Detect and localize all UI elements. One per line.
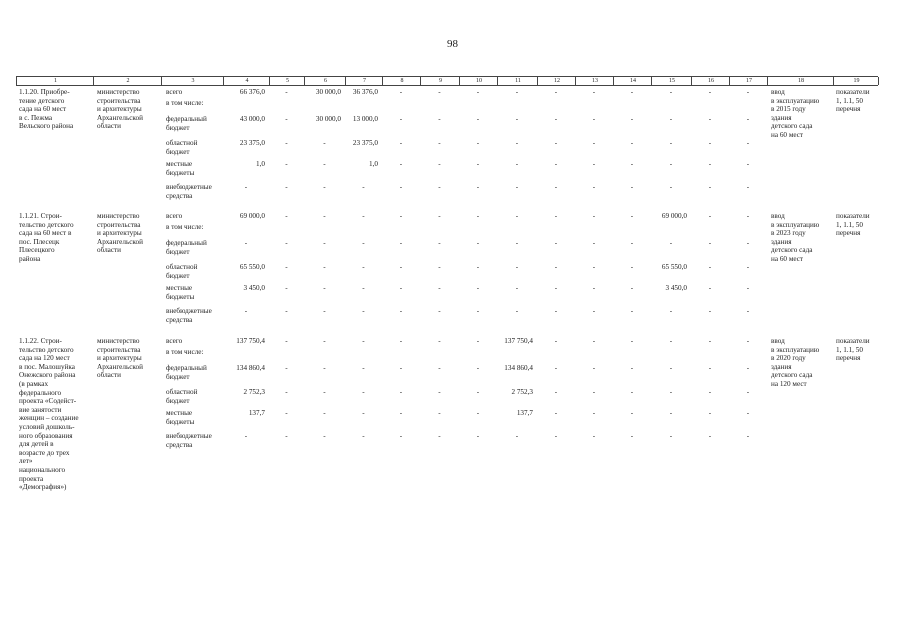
indicators: показатели 1, 1.1, 50 перечня	[836, 212, 870, 238]
amount-col-13: -	[592, 307, 596, 315]
amount-col-7: 23 375,0	[352, 139, 378, 147]
amount-col-10: -	[476, 183, 480, 191]
funding-source: в том числе:	[166, 223, 204, 231]
amount-col-14: -	[630, 284, 634, 292]
amount-col-8: -	[399, 388, 403, 396]
amount-col-8: -	[399, 88, 403, 96]
executor: министерство строительства и архитектуры Архангельской области	[97, 337, 143, 380]
amount-col-11: -	[515, 183, 519, 191]
amount-col-13: -	[592, 432, 596, 440]
amount-col-10: -	[476, 160, 480, 168]
executor: министерство строительства и архитектуры Архангельской области	[97, 88, 143, 131]
amount-col-11: 137,7	[516, 409, 533, 417]
amount-col-5: -	[285, 337, 288, 345]
amount-col-17: -	[746, 239, 750, 247]
amount-col-12: -	[554, 183, 558, 191]
amount-col-15: -	[669, 139, 673, 147]
amount-col-16: -	[708, 307, 712, 315]
amount-col-5: -	[285, 239, 288, 247]
amount-col-6: -	[323, 212, 326, 220]
amount-col-12: -	[554, 307, 558, 315]
funding-source: местные бюджеты	[166, 284, 195, 301]
amount-col-6: 30 000,0	[315, 115, 341, 123]
amount-col-5: -	[285, 139, 288, 147]
amount-col-8: -	[399, 139, 403, 147]
amount-col-12: -	[554, 337, 558, 345]
amount-col-9: -	[438, 160, 441, 168]
amount-col-8: -	[399, 160, 403, 168]
amount-col-6: -	[323, 307, 326, 315]
amount-col-13: -	[592, 337, 596, 345]
amount-col-5: -	[285, 263, 288, 271]
amount-col-9: -	[438, 284, 441, 292]
amount-col-15: -	[669, 432, 673, 440]
amount-col-16: -	[708, 160, 712, 168]
column-header-9: 9	[420, 77, 460, 85]
amount-col-15: -	[669, 160, 673, 168]
amount-col-7: 36 376,0	[352, 88, 378, 96]
amount-col-8: -	[399, 337, 403, 345]
amount-col-7: -	[362, 183, 365, 191]
amount-col-8: -	[399, 409, 403, 417]
amount-col-7: -	[362, 284, 365, 292]
funding-source: всего	[166, 337, 183, 345]
amount-col-6: -	[323, 364, 326, 372]
amount-col-13: -	[592, 88, 596, 96]
amount-col-12: -	[554, 139, 558, 147]
column-header-17: 17	[729, 77, 768, 85]
amount-col-4: 2 752,3	[243, 388, 265, 396]
amount-col-14: -	[630, 263, 634, 271]
amount-col-15: -	[669, 388, 673, 396]
column-header-3: 3	[161, 77, 224, 85]
amount-col-4: 23 375,0	[239, 139, 265, 147]
column-header-2: 2	[93, 77, 162, 85]
amount-col-9: -	[438, 115, 441, 123]
amount-col-11: -	[515, 432, 519, 440]
amount-col-10: -	[476, 432, 480, 440]
amount-col-7: -	[362, 307, 365, 315]
amount-col-13: -	[592, 212, 596, 220]
column-header-10: 10	[459, 77, 498, 85]
amount-col-8: -	[399, 284, 403, 292]
amount-col-5: -	[285, 115, 288, 123]
amount-col-12: -	[554, 263, 558, 271]
amount-col-6: -	[323, 337, 326, 345]
amount-col-17: -	[746, 284, 750, 292]
funding-source: областной бюджет	[166, 139, 198, 156]
amount-col-4: 65 550,0	[239, 263, 265, 271]
amount-col-10: -	[476, 409, 480, 417]
amount-col-17: -	[746, 432, 750, 440]
amount-col-10: -	[476, 88, 480, 96]
amount-col-14: -	[630, 239, 634, 247]
amount-col-5: -	[285, 307, 288, 315]
column-header-18: 18	[767, 77, 834, 85]
column-header-14: 14	[613, 77, 652, 85]
amount-col-6: -	[323, 139, 326, 147]
funding-source: областной бюджет	[166, 388, 198, 405]
amount-col-6: -	[323, 183, 326, 191]
amount-col-4: 134 860,4	[236, 364, 265, 372]
amount-col-5: -	[285, 409, 288, 417]
amount-col-12: -	[554, 160, 558, 168]
column-header-13: 13	[575, 77, 614, 85]
amount-col-14: -	[630, 183, 634, 191]
amount-col-17: -	[746, 307, 750, 315]
amount-col-4: 66 376,0	[239, 88, 265, 96]
amount-col-15: -	[669, 364, 673, 372]
amount-col-7: -	[362, 364, 365, 372]
amount-col-6: -	[323, 263, 326, 271]
amount-col-16: -	[708, 139, 712, 147]
amount-col-4: 69 000,0	[239, 212, 265, 220]
amount-col-4: 43 000,0	[239, 115, 265, 123]
amount-col-10: -	[476, 388, 480, 396]
amount-col-12: -	[554, 409, 558, 417]
amount-col-14: -	[630, 160, 634, 168]
indicators: показатели 1, 1.1, 50 перечня	[836, 88, 870, 114]
amount-col-14: -	[630, 388, 634, 396]
amount-col-4: -	[244, 307, 248, 315]
amount-col-8: -	[399, 183, 403, 191]
amount-col-12: -	[554, 88, 558, 96]
amount-col-16: -	[708, 409, 712, 417]
amount-col-14: -	[630, 115, 634, 123]
amount-col-10: -	[476, 263, 480, 271]
column-header-7: 7	[345, 77, 383, 85]
amount-col-16: -	[708, 364, 712, 372]
amount-col-15: -	[669, 183, 673, 191]
amount-col-9: -	[438, 409, 441, 417]
amount-col-16: -	[708, 88, 712, 96]
amount-col-4: -	[244, 432, 248, 440]
amount-col-10: -	[476, 139, 480, 147]
amount-col-13: -	[592, 364, 596, 372]
amount-col-15: 65 550,0	[661, 263, 687, 271]
amount-col-5: -	[285, 364, 288, 372]
amount-col-15: -	[669, 115, 673, 123]
amount-col-15: 69 000,0	[661, 212, 687, 220]
amount-col-9: -	[438, 388, 441, 396]
amount-col-8: -	[399, 432, 403, 440]
amount-col-17: -	[746, 263, 750, 271]
column-header-16: 16	[691, 77, 730, 85]
column-header-11: 11	[497, 77, 538, 85]
amount-col-13: -	[592, 409, 596, 417]
page-number: 98	[447, 38, 458, 50]
amount-col-11: 2 752,3	[511, 388, 533, 396]
funding-source: внебюджетные средства	[166, 432, 212, 449]
amount-col-15: -	[669, 307, 673, 315]
amount-col-8: -	[399, 212, 403, 220]
column-header-row	[16, 76, 878, 86]
amount-col-4: 3 450,0	[243, 284, 265, 292]
amount-col-7: -	[362, 388, 365, 396]
amount-col-12: -	[554, 239, 558, 247]
amount-col-10: -	[476, 364, 480, 372]
funding-source: местные бюджеты	[166, 409, 195, 426]
amount-col-11: -	[515, 284, 519, 292]
amount-col-11: -	[515, 307, 519, 315]
amount-col-4: 137 750,4	[236, 337, 265, 345]
column-header-8: 8	[382, 77, 421, 85]
amount-col-12: -	[554, 388, 558, 396]
amount-col-11: -	[515, 160, 519, 168]
amount-col-15: -	[669, 409, 673, 417]
amount-col-13: -	[592, 388, 596, 396]
amount-col-12: -	[554, 115, 558, 123]
amount-col-8: -	[399, 307, 403, 315]
amount-col-13: -	[592, 139, 596, 147]
expected-result: ввод в эксплуатацию в 2023 году здания детского сада на 60 мест	[771, 212, 820, 263]
amount-col-10: -	[476, 212, 480, 220]
amount-col-6: -	[323, 409, 326, 417]
column-header-12: 12	[537, 77, 576, 85]
amount-col-7: -	[362, 409, 365, 417]
amount-col-10: -	[476, 284, 480, 292]
funding-source: внебюджетные средства	[166, 183, 212, 200]
funding-source: в том числе:	[166, 348, 204, 356]
amount-col-10: -	[476, 307, 480, 315]
amount-col-17: -	[746, 183, 750, 191]
amount-col-4: 137,7	[248, 409, 265, 417]
amount-col-14: -	[630, 432, 634, 440]
amount-col-17: -	[746, 88, 750, 96]
column-header-1: 1	[16, 77, 94, 85]
expected-result: ввод в эксплуатацию в 2015 году здания детского сада на 60 мест	[771, 88, 820, 139]
amount-col-13: -	[592, 284, 596, 292]
amount-col-13: -	[592, 239, 596, 247]
measure-name: 1.1.22. Строи- тельство детского сада на 120 мест в пос. Малошуйка Онежского района (в рамках федерального проекта «Содейст- вие занятости женщин – создание условий дошколь- ного образования для детей в возрасте до трех лет» национального проекта «Демография»)	[19, 337, 79, 492]
amount-col-7: -	[362, 239, 365, 247]
amount-col-9: -	[438, 88, 441, 96]
amount-col-5: -	[285, 88, 288, 96]
amount-col-16: -	[708, 115, 712, 123]
amount-col-9: -	[438, 337, 441, 345]
amount-col-6: -	[323, 160, 326, 168]
amount-col-14: -	[630, 409, 634, 417]
amount-col-6: 30 000,0	[315, 88, 341, 96]
amount-col-16: -	[708, 337, 712, 345]
amount-col-16: -	[708, 284, 712, 292]
amount-col-6: -	[323, 239, 326, 247]
amount-col-17: -	[746, 388, 750, 396]
amount-col-9: -	[438, 364, 441, 372]
amount-col-15: -	[669, 239, 673, 247]
amount-col-15: 3 450,0	[665, 284, 687, 292]
funding-source: всего	[166, 88, 183, 96]
amount-col-11: -	[515, 115, 519, 123]
amount-col-11: 137 750,4	[504, 337, 533, 345]
amount-col-17: -	[746, 337, 750, 345]
amount-col-10: -	[476, 337, 480, 345]
amount-col-7: -	[362, 263, 365, 271]
amount-col-13: -	[592, 160, 596, 168]
amount-col-4: -	[244, 183, 248, 191]
indicators: показатели 1, 1.1, 50 перечня	[836, 337, 870, 363]
amount-col-13: -	[592, 263, 596, 271]
amount-col-9: -	[438, 263, 441, 271]
amount-col-13: -	[592, 115, 596, 123]
amount-col-16: -	[708, 432, 712, 440]
amount-col-7: -	[362, 337, 365, 345]
funding-source: федеральный бюджет	[166, 239, 207, 256]
amount-col-17: -	[746, 212, 750, 220]
column-header-4: 4	[223, 77, 270, 85]
amount-col-9: -	[438, 139, 441, 147]
amount-col-6: -	[323, 388, 326, 396]
amount-col-5: -	[285, 432, 288, 440]
amount-col-5: -	[285, 212, 288, 220]
amount-col-11: -	[515, 263, 519, 271]
amount-col-16: -	[708, 212, 712, 220]
amount-col-11: -	[515, 239, 519, 247]
amount-col-12: -	[554, 284, 558, 292]
funding-source: областной бюджет	[166, 263, 198, 280]
funding-source: федеральный бюджет	[166, 115, 207, 132]
amount-col-14: -	[630, 337, 634, 345]
amount-col-4: 1,0	[256, 160, 265, 168]
amount-col-8: -	[399, 115, 403, 123]
column-header-19: 19	[833, 77, 879, 85]
measure-name: 1.1.21. Строи- тельство детского сада на 60 мест в пос. Плесецк Плесецкого района	[19, 212, 74, 263]
amount-col-9: -	[438, 183, 441, 191]
funding-source: в том числе:	[166, 99, 204, 107]
amount-col-8: -	[399, 263, 403, 271]
amount-col-7: 13 000,0	[352, 115, 378, 123]
amount-col-5: -	[285, 388, 288, 396]
amount-col-9: -	[438, 239, 441, 247]
amount-col-9: -	[438, 307, 441, 315]
amount-col-10: -	[476, 239, 480, 247]
amount-col-10: -	[476, 115, 480, 123]
amount-col-7: -	[362, 432, 365, 440]
amount-col-4: -	[244, 239, 248, 247]
amount-col-14: -	[630, 212, 634, 220]
amount-col-12: -	[554, 212, 558, 220]
column-header-6: 6	[304, 77, 346, 85]
funding-source: внебюджетные средства	[166, 307, 212, 324]
amount-col-17: -	[746, 409, 750, 417]
amount-col-14: -	[630, 364, 634, 372]
amount-col-11: -	[515, 212, 519, 220]
amount-col-16: -	[708, 388, 712, 396]
amount-col-16: -	[708, 239, 712, 247]
amount-col-5: -	[285, 183, 288, 191]
amount-col-8: -	[399, 364, 403, 372]
funding-source: федеральный бюджет	[166, 364, 207, 381]
amount-col-17: -	[746, 115, 750, 123]
column-header-15: 15	[651, 77, 692, 85]
amount-col-7: 1,0	[369, 160, 378, 168]
amount-col-7: -	[362, 212, 365, 220]
amount-col-15: -	[669, 337, 673, 345]
amount-col-14: -	[630, 88, 634, 96]
amount-col-17: -	[746, 139, 750, 147]
amount-col-8: -	[399, 239, 403, 247]
amount-col-6: -	[323, 284, 326, 292]
measure-name: 1.1.20. Приобре- тение детского сада на 60 мест в с. Пежма Вельского района	[19, 88, 74, 131]
amount-col-12: -	[554, 432, 558, 440]
amount-col-14: -	[630, 139, 634, 147]
funding-source: всего	[166, 212, 183, 220]
column-header-5: 5	[269, 77, 305, 85]
executor: министерство строительства и архитектуры Архангельской области	[97, 212, 143, 255]
amount-col-12: -	[554, 364, 558, 372]
amount-col-5: -	[285, 284, 288, 292]
amount-col-9: -	[438, 212, 441, 220]
amount-col-16: -	[708, 183, 712, 191]
amount-col-17: -	[746, 364, 750, 372]
amount-col-6: -	[323, 432, 326, 440]
amount-col-14: -	[630, 307, 634, 315]
amount-col-5: -	[285, 160, 288, 168]
amount-col-15: -	[669, 88, 673, 96]
funding-source: местные бюджеты	[166, 160, 195, 177]
amount-col-11: 134 860,4	[504, 364, 533, 372]
expected-result: ввод в эксплуатацию в 2020 году здания детского сада на 120 мест	[771, 337, 820, 388]
amount-col-16: -	[708, 263, 712, 271]
amount-col-13: -	[592, 183, 596, 191]
amount-col-17: -	[746, 160, 750, 168]
amount-col-11: -	[515, 139, 519, 147]
amount-col-11: -	[515, 88, 519, 96]
amount-col-9: -	[438, 432, 441, 440]
